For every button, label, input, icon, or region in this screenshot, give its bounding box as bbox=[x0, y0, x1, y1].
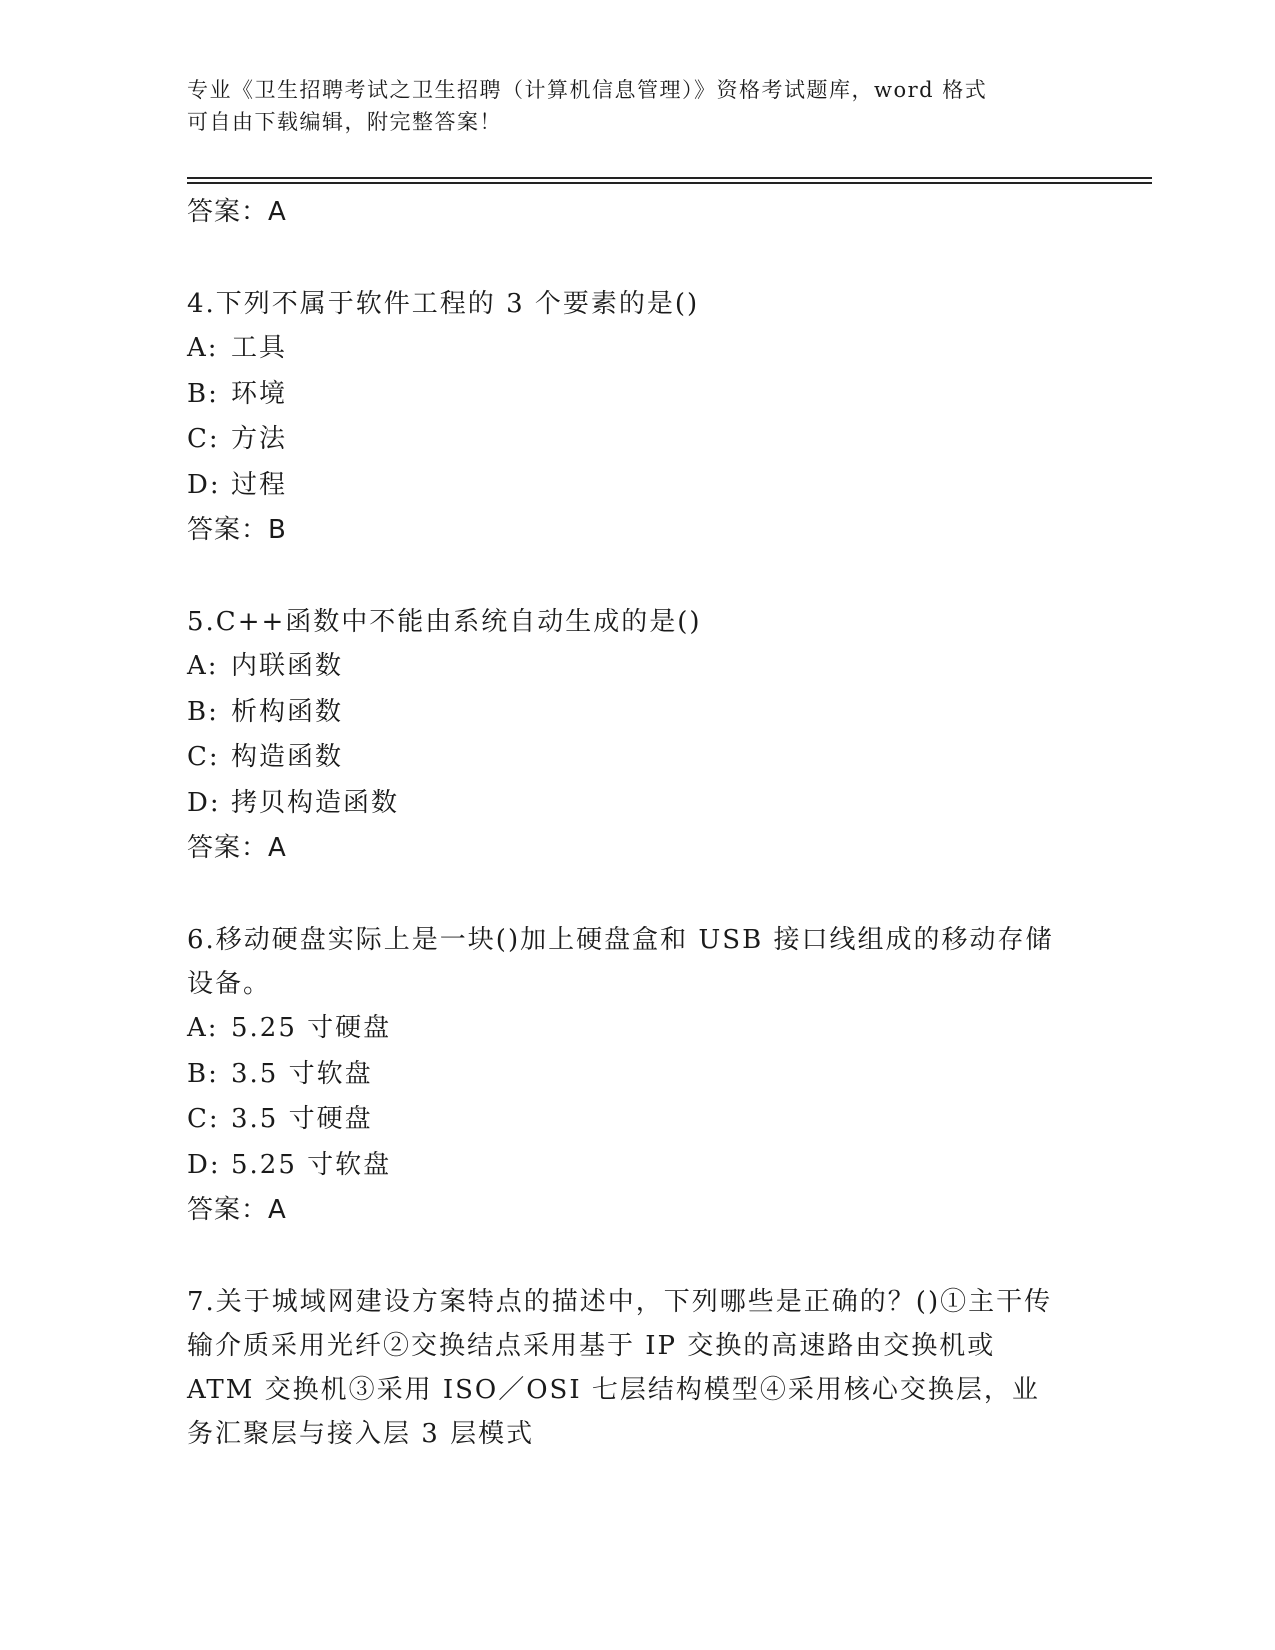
option-b bbox=[187, 690, 1067, 736]
question-block bbox=[187, 918, 1067, 1232]
option-text: 5.25 寸硬盘 bbox=[231, 1013, 392, 1043]
option-text: 析构函数 bbox=[231, 696, 344, 727]
option-text: 工具 bbox=[231, 333, 288, 363]
option-label: D: bbox=[187, 787, 221, 818]
option-text: 5.25 寸软盘 bbox=[231, 1149, 392, 1180]
option-c bbox=[187, 735, 1067, 781]
option-label: A: bbox=[187, 1013, 219, 1043]
question-stem: 4.下列不属于软件工程的 3 个要素的是() bbox=[187, 289, 700, 319]
question-block bbox=[187, 1280, 1067, 1456]
question-block bbox=[187, 600, 1067, 870]
option-b bbox=[187, 1052, 1067, 1098]
option-d bbox=[187, 781, 1067, 827]
option-text: 过程 bbox=[231, 469, 288, 500]
option-label: B: bbox=[187, 378, 219, 409]
header-line-2: 可自由下载编辑，附完整答案！ bbox=[187, 110, 502, 134]
header-divider-bottom bbox=[187, 182, 1152, 184]
option-text: 3.5 寸软盘 bbox=[231, 1058, 373, 1089]
answer-line: 答案：A bbox=[187, 1195, 287, 1225]
option-label: A: bbox=[187, 651, 219, 681]
option-text: 环境 bbox=[231, 378, 288, 409]
option-a bbox=[187, 644, 1067, 690]
question-block bbox=[187, 282, 1067, 552]
option-c bbox=[187, 417, 1067, 463]
option-a bbox=[187, 326, 1067, 372]
option-label: C: bbox=[187, 1104, 220, 1134]
option-label: D: bbox=[187, 1149, 221, 1180]
answer-line: 答案：B bbox=[187, 515, 287, 545]
option-c bbox=[187, 1097, 1067, 1143]
question-stem: 6.移动硬盘实际上是一块()加上硬盘盒和 USB 接口线组成的移动存储设备。 bbox=[187, 925, 1054, 999]
option-text: 内联函数 bbox=[231, 651, 344, 681]
option-a bbox=[187, 1006, 1067, 1052]
option-label: D: bbox=[187, 469, 221, 500]
option-label: B: bbox=[187, 1058, 219, 1089]
answer-line: 答案：A bbox=[187, 197, 287, 227]
option-d bbox=[187, 1143, 1067, 1189]
option-text: 3.5 寸硬盘 bbox=[231, 1104, 373, 1134]
question-stem: 5.C++函数中不能由系统自动生成的是() bbox=[187, 607, 702, 637]
document-header bbox=[187, 74, 1067, 138]
option-label: A: bbox=[187, 333, 219, 363]
option-text: 拷贝构造函数 bbox=[231, 787, 400, 818]
option-label: C: bbox=[187, 742, 220, 772]
header-line-1: 专业《卫生招聘考试之卫生招聘（计算机信息管理）》资格考试题库，word 格式 bbox=[187, 78, 988, 102]
question-stem: 7.关于城域网建设方案特点的描述中，下列哪些是正确的？()①主干传输介质采用光纤②交换结点采用基于 IP 交换的高速路由交换机或 ATM 交换机③采用 ISO／OSI 七层结构模型④采用核心交换层，业务汇聚层与接入层 3 层模式 bbox=[187, 1287, 1053, 1449]
answer-line: 答案：A bbox=[187, 833, 287, 863]
option-text: 方法 bbox=[231, 424, 288, 454]
question-list bbox=[187, 190, 1067, 1456]
option-d bbox=[187, 463, 1067, 509]
option-b bbox=[187, 372, 1067, 418]
option-label: B: bbox=[187, 696, 219, 727]
option-label: C: bbox=[187, 424, 220, 454]
header-divider-top bbox=[187, 177, 1152, 179]
option-text: 构造函数 bbox=[231, 742, 344, 772]
